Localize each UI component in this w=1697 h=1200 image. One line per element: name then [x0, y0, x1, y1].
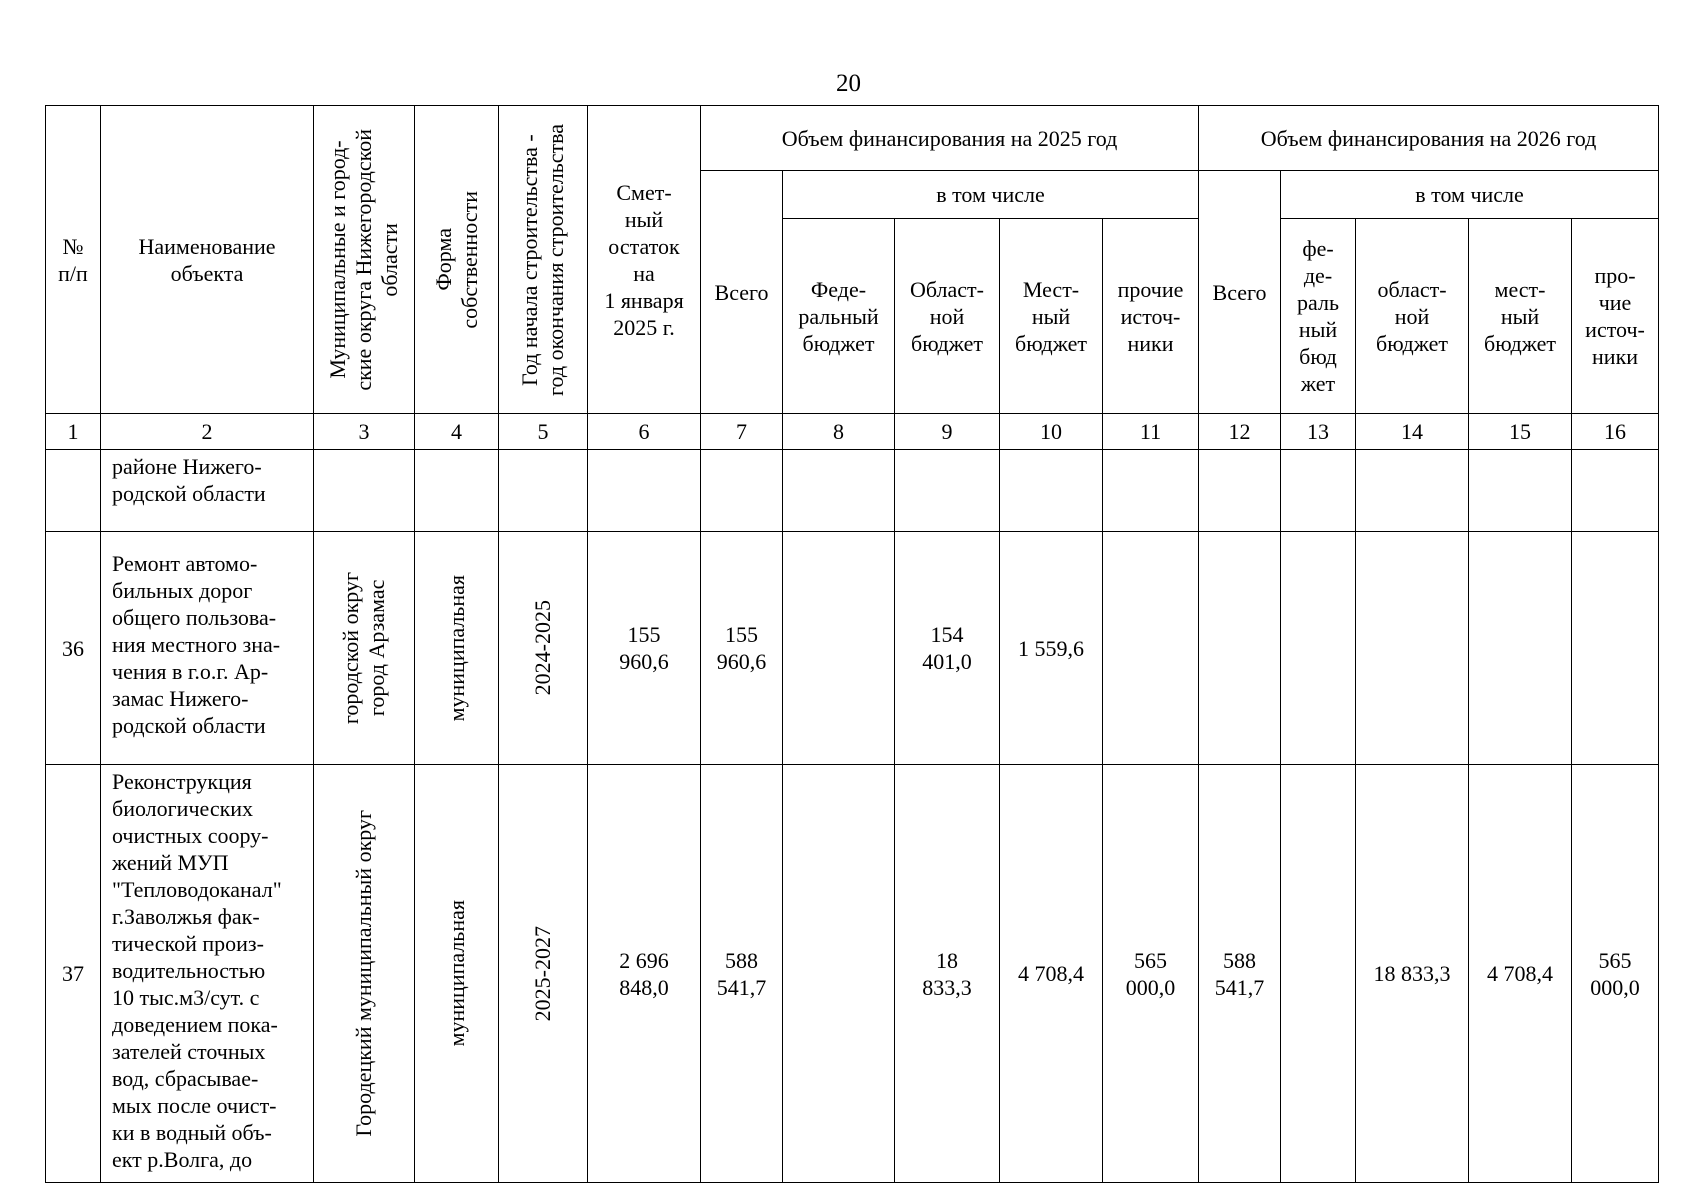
header-group-2026: Объем финансирования на 2026 год: [1199, 106, 1659, 171]
table-row: [46, 450, 1659, 532]
column-number: 8: [783, 414, 895, 450]
column-number: 10: [1000, 414, 1103, 450]
object-name: Реконструкция биологических очистных соору- жений МУП "Тепловодоканал" г.Заволжья фак- тической произ- водительностью 10 тыс.м3/сут. с доведением пока- зателей сточных вод, сбрасывае- мых после очист- ки в водный объ- ект р.Волга, до: [101, 765, 314, 1183]
oth-2025: 565 000,0: [1103, 765, 1199, 1183]
district: Городецкий муниципальный округ: [351, 810, 376, 1137]
total-2025: [701, 450, 783, 532]
header-loc-2025: Мест- ный бюджет: [1000, 219, 1103, 414]
reg-2026: [1356, 532, 1469, 765]
column-number: 14: [1356, 414, 1469, 450]
column-number: 13: [1281, 414, 1356, 450]
header-incl-2025: в том числе: [783, 171, 1199, 219]
header-total-2025: Всего: [701, 171, 783, 414]
estimate: 155 960,6: [588, 532, 701, 765]
oth-2025: [1103, 532, 1199, 765]
reg-2026: [1356, 450, 1469, 532]
district-cell: [314, 765, 415, 1183]
financing-table: [45, 105, 1659, 1183]
reg-2025: 18 833,3: [895, 765, 1000, 1183]
years-cell: [499, 450, 588, 532]
loc-2026: 4 708,4: [1469, 765, 1572, 1183]
table-row: [46, 532, 1659, 765]
header-districts-label: Муниципальные и город- ские округа Нижегородской области: [325, 128, 402, 391]
ownership: муниципальная: [443, 900, 469, 1047]
estimate: [588, 450, 701, 532]
header-number: № п/п: [46, 106, 101, 414]
header-years-label: Год начала строительства - год окончания строительства: [517, 123, 568, 396]
fed-2025: [783, 450, 895, 532]
district: городской округ город Арзамас: [338, 571, 389, 725]
reg-2025: 154 401,0: [895, 532, 1000, 765]
ownership-cell: [415, 532, 499, 765]
header-estimate: Смет- ный остаток на 1 января 2025 г.: [588, 106, 701, 414]
header-group-2025: Объем финансирования на 2025 год: [701, 106, 1199, 171]
object-name: районе Нижего- родской области: [101, 450, 314, 532]
district-cell: [314, 450, 415, 532]
header-oth-2026: про- чие источ- ники: [1572, 219, 1659, 414]
column-number: 6: [588, 414, 701, 450]
fed-2026: [1281, 532, 1356, 765]
oth-2026: 565 000,0: [1572, 765, 1659, 1183]
column-number: 2: [101, 414, 314, 450]
row-number: 37: [46, 765, 101, 1183]
header-ownership: [415, 106, 499, 414]
years: 2025-2027: [530, 925, 555, 1022]
total-2025: 588 541,7: [701, 765, 783, 1183]
column-number: 11: [1103, 414, 1199, 450]
years: 2024-2025: [530, 600, 555, 696]
header-row-1: [46, 106, 1659, 171]
column-number: 7: [701, 414, 783, 450]
loc-2026: [1469, 450, 1572, 532]
fed-2025: [783, 765, 895, 1183]
header-oth-2025: прочие источ- ники: [1103, 219, 1199, 414]
total-2026: 588 541,7: [1199, 765, 1281, 1183]
row-number: 36: [46, 532, 101, 765]
fed-2026: [1281, 450, 1356, 532]
fed-2026: [1281, 765, 1356, 1183]
header-ownership-label: Форма собственности: [430, 190, 482, 329]
fed-2025: [783, 532, 895, 765]
oth-2026: [1572, 450, 1659, 532]
row-number: [46, 450, 101, 532]
column-number: 15: [1469, 414, 1572, 450]
ownership-cell: [415, 765, 499, 1183]
object-name: Ремонт автомо- бильных дорог общего пользова- ния местного зна- чения в г.о.г. Ар- замас Нижего- родской области: [101, 532, 314, 765]
column-number: 16: [1572, 414, 1659, 450]
header-loc-2026: мест- ный бюджет: [1469, 219, 1572, 414]
oth-2025: [1103, 450, 1199, 532]
years-cell: [499, 765, 588, 1183]
reg-2025: [895, 450, 1000, 532]
loc-2026: [1469, 532, 1572, 765]
header-object-name: Наименование объекта: [101, 106, 314, 414]
header-reg-2026: област- ной бюджет: [1356, 219, 1469, 414]
header-total-2026: Всего: [1199, 171, 1281, 414]
column-number: 4: [415, 414, 499, 450]
reg-2026: 18 833,3: [1356, 765, 1469, 1183]
years-cell: [499, 532, 588, 765]
district-cell: [314, 532, 415, 765]
header-years: [499, 106, 588, 414]
ownership: муниципальная: [443, 574, 469, 722]
column-number: 1: [46, 414, 101, 450]
loc-2025: 4 708,4: [1000, 765, 1103, 1183]
column-number: 9: [895, 414, 1000, 450]
column-number-row: [46, 414, 1659, 450]
column-number: 12: [1199, 414, 1281, 450]
estimate: 2 696 848,0: [588, 765, 701, 1183]
ownership-cell: [415, 450, 499, 532]
loc-2025: [1000, 450, 1103, 532]
oth-2026: [1572, 532, 1659, 765]
column-number: 5: [499, 414, 588, 450]
header-reg-2025: Област- ной бюджет: [895, 219, 1000, 414]
total-2026: [1199, 532, 1281, 765]
total-2026: [1199, 450, 1281, 532]
loc-2025: 1 559,6: [1000, 532, 1103, 765]
header-fed-2026: фе- де- раль ный бюд жет: [1281, 219, 1356, 414]
header-districts: [314, 106, 415, 414]
header-fed-2025: Феде- ральный бюджет: [783, 219, 895, 414]
header-incl-2026: в том числе: [1281, 171, 1659, 219]
column-number: 3: [314, 414, 415, 450]
page-number: 20: [836, 70, 861, 97]
table-row: [46, 765, 1659, 1183]
total-2025: 155 960,6: [701, 532, 783, 765]
